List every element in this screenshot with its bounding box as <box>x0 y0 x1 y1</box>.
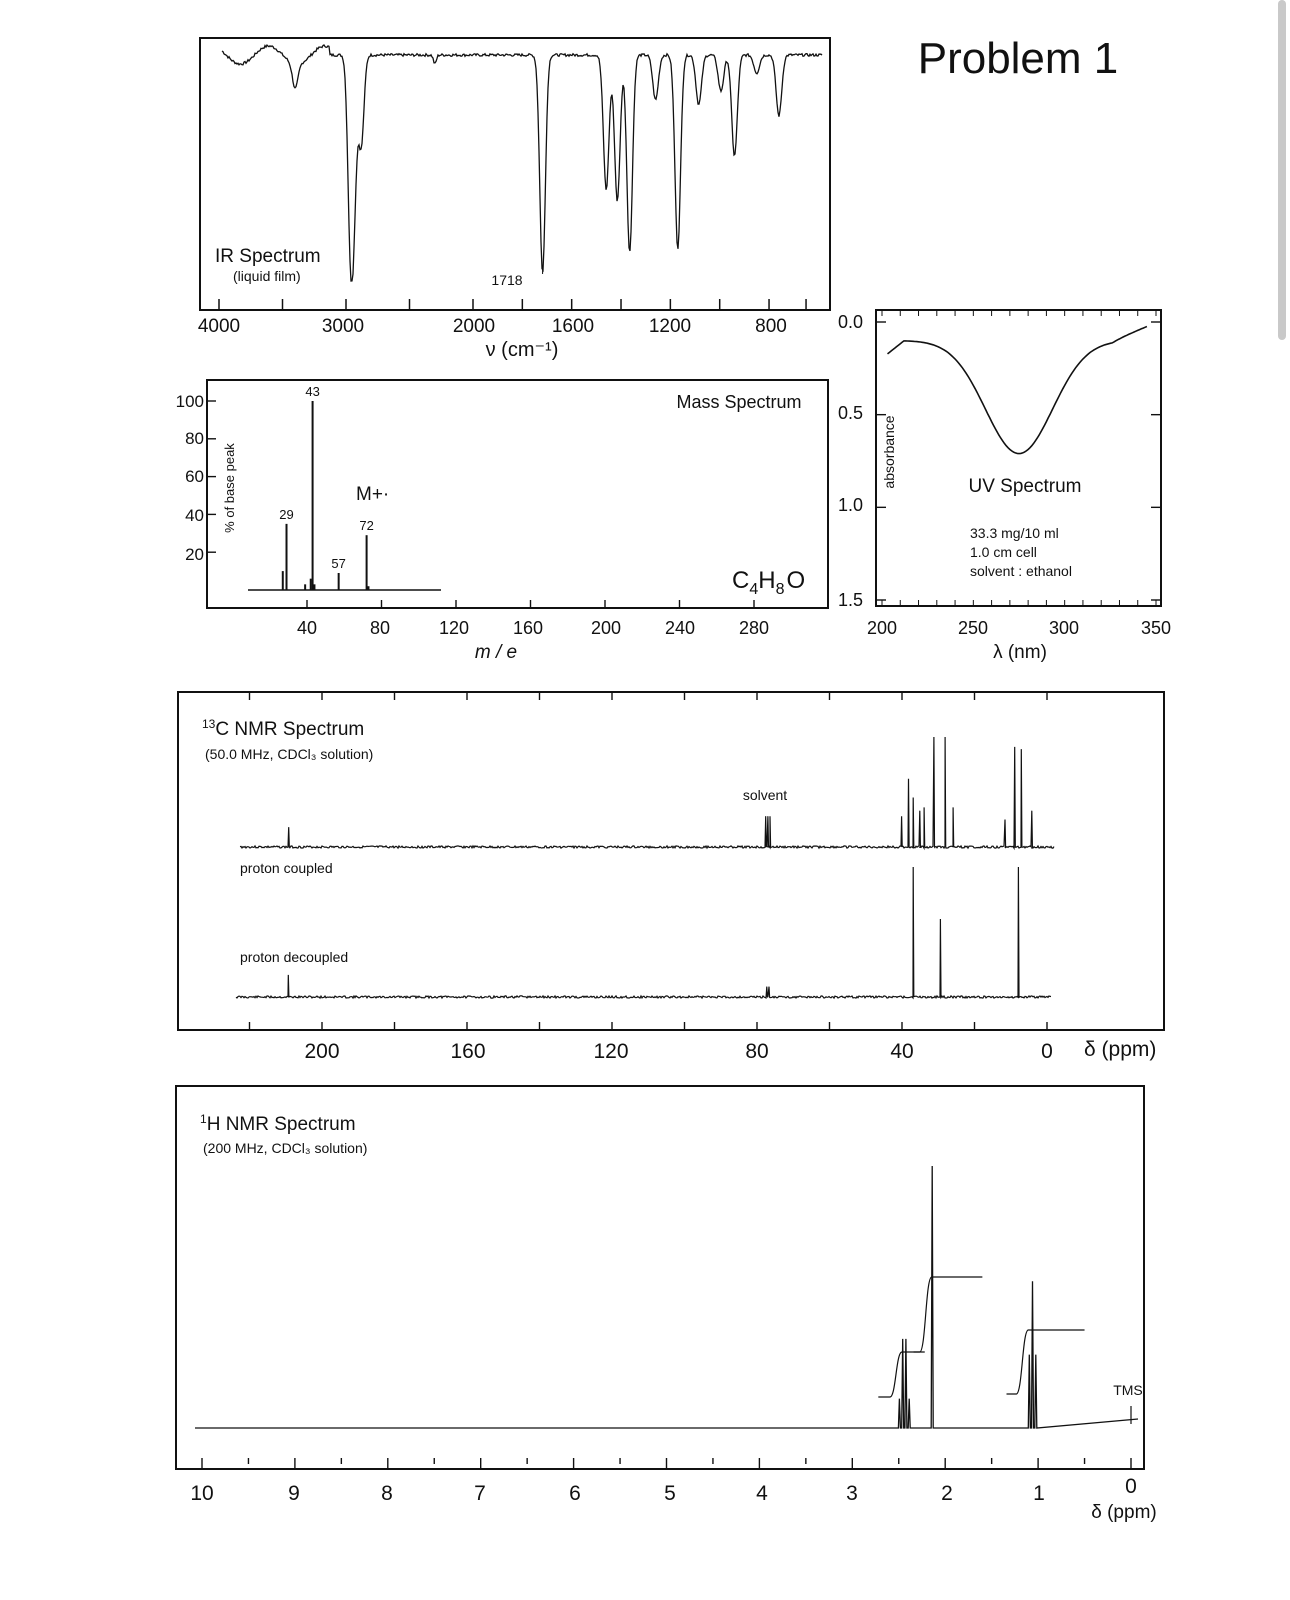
c13-x-tick-0: 0 <box>1041 1040 1053 1063</box>
ms-x-tick-280: 280 <box>738 618 770 638</box>
ms-x-tick-40: 40 <box>296 618 318 638</box>
formula-carbon: C <box>732 567 750 594</box>
h1-x-tick-4: 4 <box>756 1482 768 1505</box>
ms-x-tick-120: 120 <box>438 618 470 638</box>
h1-x-tick-5: 5 <box>664 1482 676 1505</box>
ir-x-tick-3000: 3000 <box>321 316 365 337</box>
problem-title: Problem 1 <box>917 34 1119 83</box>
ms-y-tick-40: 40 <box>185 506 204 525</box>
uv-note-solvent: solvent : ethanol <box>970 563 1072 579</box>
c13-coupled-label: proton coupled <box>240 860 333 876</box>
ms-y-axis-label: % of base peak <box>222 443 237 533</box>
uv-x-tick-350: 350 <box>1140 618 1172 638</box>
ir-x-tick-1600: 1600 <box>551 316 595 337</box>
uv-note-cell: 1.0 cm cell <box>970 544 1037 560</box>
c13-x-tick-40: 40 <box>890 1040 914 1063</box>
ir-x-tick-1200: 1200 <box>648 316 692 337</box>
ir-title: IR Spectrum <box>215 246 321 267</box>
c13-x-tick-160: 160 <box>450 1040 486 1063</box>
h1-tick-group <box>202 1458 1131 1468</box>
c13-nmr-panel <box>178 692 1164 1063</box>
h1-condition: (200 MHz, CDCl₃ solution) <box>203 1140 368 1156</box>
ms-title: Mass Spectrum <box>676 392 802 412</box>
mass-spectrum-panel <box>176 380 828 663</box>
c13-x-tick-80: 80 <box>745 1040 769 1063</box>
ms-x-tick-240: 240 <box>664 618 696 638</box>
ms-y-tick-20: 20 <box>185 545 204 564</box>
uv-x-tick-300: 300 <box>1048 618 1080 638</box>
ir-spectrum-panel <box>198 38 830 361</box>
c13-x-tick-200: 200 <box>304 1040 340 1063</box>
h1-title-main: H NMR Spectrum <box>206 1114 356 1135</box>
c13-x-tick-120: 120 <box>593 1040 629 1063</box>
h1-x-tick-10: 10 <box>190 1482 214 1505</box>
ir-x-tick-800: 800 <box>755 316 787 337</box>
h1-x-tick-7: 7 <box>474 1482 486 1505</box>
uv-x-tick-250: 250 <box>957 618 989 638</box>
h1-x-tick-9: 9 <box>288 1482 300 1505</box>
ms-peak-label-29: 29 <box>279 506 294 522</box>
uv-x-tick-200: 200 <box>866 618 898 638</box>
h1-nmr-trace <box>195 1166 1138 1428</box>
h1-nmr-panel <box>176 1086 1157 1523</box>
uv-note-concentration: 33.3 mg/10 ml <box>970 525 1059 541</box>
c13-title-superscript: 13 <box>202 717 216 731</box>
formula-hydrogen: H <box>758 567 776 594</box>
c13-condition: (50.0 MHz, CDCl₃ solution) <box>205 746 374 762</box>
ir-x-tick-2000: 2000 <box>452 316 496 337</box>
c13-title-main: C NMR Spectrum <box>215 719 365 740</box>
ms-y-tick-100: 100 <box>175 392 204 411</box>
uv-y-tick-0.0: 0.0 <box>837 312 863 332</box>
uv-title: UV Spectrum <box>968 476 1082 497</box>
uv-y-tick-1.0: 1.0 <box>837 495 863 515</box>
formula-oxygen: O <box>786 567 806 594</box>
ms-y-tick-80: 80 <box>185 429 204 448</box>
ms-molecular-ion-label: M+· <box>356 484 390 505</box>
h1-title <box>200 1112 356 1135</box>
c13-solvent-label: solvent <box>742 787 788 803</box>
uv-y-tick-1.5: 1.5 <box>837 590 863 610</box>
ms-peak-label-43: 43 <box>305 384 320 399</box>
uv-absorbance-trace <box>888 327 1147 454</box>
h1-x-tick-0: 0 <box>1125 1475 1137 1498</box>
c13-decoupled-label: proton decoupled <box>240 949 349 965</box>
h1-integral-curves <box>878 1277 1131 1424</box>
ms-tick-group <box>207 401 754 608</box>
c13-x-axis-label: δ (ppm) <box>1084 1038 1157 1061</box>
ms-x-tick-200: 200 <box>590 618 622 638</box>
uv-x-axis-label: λ (nm) <box>993 642 1047 663</box>
ms-peak-label-72: 72 <box>359 518 374 534</box>
h1-integral-2 <box>1007 1330 1085 1394</box>
formula-carbon-count: 4 <box>749 581 759 598</box>
ms-y-tick-60: 60 <box>185 467 204 486</box>
uv-spectrum-panel <box>838 310 1171 663</box>
h1-x-tick-3: 3 <box>846 1482 858 1505</box>
h1-integral-1 <box>914 1277 983 1352</box>
ms-x-tick-80: 80 <box>369 618 391 638</box>
ir-subtitle: (liquid film) <box>233 268 301 284</box>
h1-x-tick-8: 8 <box>381 1482 393 1505</box>
ir-annotation-1718: 1718 <box>491 272 523 288</box>
h1-x-tick-6: 6 <box>569 1482 581 1505</box>
c13-tick-group <box>250 692 1048 1030</box>
h1-x-tick-1: 1 <box>1033 1482 1045 1505</box>
h1-x-tick-2: 2 <box>941 1482 953 1505</box>
ms-x-tick-160: 160 <box>512 618 544 638</box>
h1-title-superscript: 1 <box>200 1112 207 1126</box>
ms-peak-label-57: 57 <box>331 555 346 571</box>
ms-x-axis-label: m / e <box>474 642 518 663</box>
c13-proton-decoupled-trace <box>236 867 1051 998</box>
h1-reference-label: TMS <box>1113 1382 1143 1398</box>
uv-y-tick-0.5: 0.5 <box>837 403 863 423</box>
formula-hydrogen-count: 8 <box>775 581 785 598</box>
page-scrollbar[interactable] <box>1278 0 1286 340</box>
c13-title <box>202 717 364 740</box>
ir-x-tick-4000: 4000 <box>197 316 241 337</box>
uv-tick-group <box>876 310 1161 606</box>
ir-x-axis-label: ν (cm⁻¹) <box>485 339 559 361</box>
uv-y-axis-label: absorbance <box>881 415 897 489</box>
h1-x-axis-label: δ (ppm) <box>1091 1502 1157 1523</box>
ms-formula <box>732 567 805 598</box>
uv-frame <box>876 310 1161 606</box>
